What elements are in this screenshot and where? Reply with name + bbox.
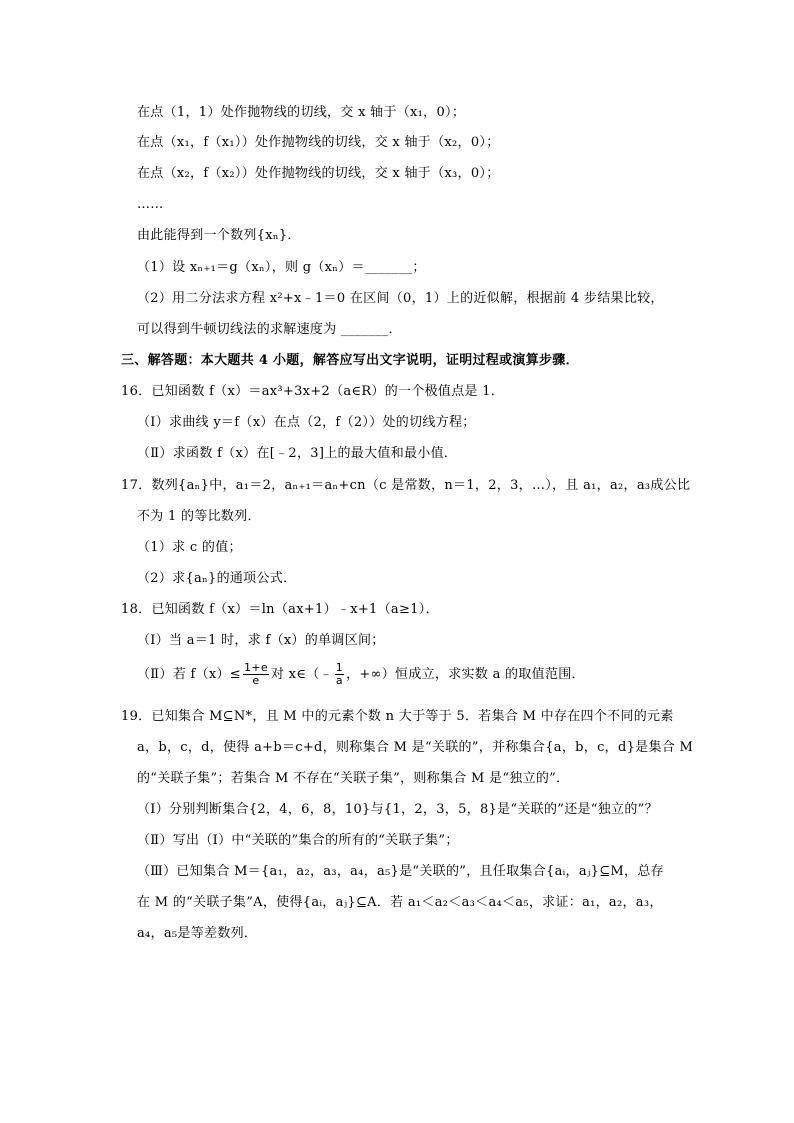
sub-question: （Ⅰ）求曲线 y＝f（x）在点（2，f（2））处的切线方程； (137, 415, 476, 430)
question-17: 17．数列{aₙ}中，a₁＝2，aₙ₊₁＝aₙ+cn（c 是常数，n＝1，2，3，…），且 a₁，a₂，a₃成公比 (121, 478, 691, 493)
text-line: 可以得到牛顿切线法的求解速度为 _______． (137, 322, 402, 337)
sub-question: （Ⅰ）当 a＝1 时，求 f（x）的单调区间； (137, 633, 385, 648)
fraction-denominator: a (335, 674, 343, 687)
sub-question-with-fractions (137, 662, 585, 692)
text-line: …… (137, 197, 164, 212)
sub-question: （Ⅱ）写出（Ⅰ）中“关联的”集合的所有的“关联子集”； (137, 833, 459, 848)
text-line: 在 M 的“关联子集”A，使得{aᵢ，aⱼ}⊆A．若 a₁＜a₂＜a₃＜a₄＜a₅，求证：a₁，a₂，a₃， (137, 895, 663, 910)
question-16: 16．已知函数 f（x）＝ax³+3x+2（a∈R）的一个极值点是 1． (121, 384, 505, 399)
text-line: a₄，a₅是等差数列． (137, 926, 258, 941)
text-line: 由此能得到一个数列{xₙ}． (137, 228, 301, 243)
fraction-denominator: e (252, 674, 260, 687)
fraction-numerator: 1 (335, 661, 344, 674)
sub-question: （Ⅲ）已知集合 M＝{a₁，a₂，a₃，a₄，a₅}是“关联的”，且任取集合{aᵢ，aⱼ}⊆M，总存 (137, 864, 664, 879)
sub-question: （1）求 c 的值； (137, 540, 242, 555)
text-line: 在点（x₁，f（x₁））处作抛物线的切线，交 x 轴于（x₂，0）； (137, 135, 500, 150)
sub-question: （2）求{aₙ}的通项公式． (137, 571, 297, 586)
section-heading: 三、解答题：本大题共 4 小题，解答应写出文字说明，证明过程或演算步骤． (121, 353, 579, 368)
sub-question: （Ⅱ）求函数 f（x）在[﹣2，3]上的最大值和最小值． (137, 446, 458, 461)
sub-question: （1）设 xₙ₊₁＝g（xₙ），则 g（xₙ）＝_______； (137, 260, 426, 275)
text-segment: 对 x∈（﹣ (270, 667, 333, 682)
question-19: 19．已知集合 M⊆N*，且 M 中的元素个数 n 大于等于 5．若集合 M 中存在四个不同的元素 (121, 709, 674, 724)
text-line: 在点（1，1）处作抛物线的切线，交 x 轴于（x₁，0）； (137, 105, 466, 120)
text-line: 不为 1 的等比数列． (137, 509, 261, 524)
text-line: 在点（x₂，f（x₂））处作抛物线的切线，交 x 轴于（x₃，0）； (137, 166, 500, 181)
fraction-numerator: 1+e (244, 661, 268, 674)
fraction (335, 662, 344, 687)
text-segment: ，+∞）恒成立，求实数 a 的取值范围． (346, 667, 585, 682)
fraction (243, 662, 269, 687)
text-segment: （Ⅱ）若 f（x）≤ (137, 667, 242, 682)
text-line: a，b，c，d，使得 a+b＝c+d，则称集合 M 是“关联的”，并称集合{a，b，c，d}是集合 M (137, 740, 694, 755)
sub-question: （2）用二分法求方程 x²+x﹣1＝0 在区间（0，1）上的近似解，根据前 4 步结果比较， (137, 291, 664, 306)
text-line: 的“关联子集”；若集合 M 不存在“关联子集”，则称集合 M 是“独立的”． (137, 771, 570, 786)
question-18: 18．已知函数 f（x）＝ln（ax+1）﹣x+1（a≥1）． (121, 602, 439, 617)
sub-question: （Ⅰ）分别判断集合{2，4，6，8，10}与{1，2，3，5，8}是“关联的”还是“独立的”？ (137, 802, 658, 817)
